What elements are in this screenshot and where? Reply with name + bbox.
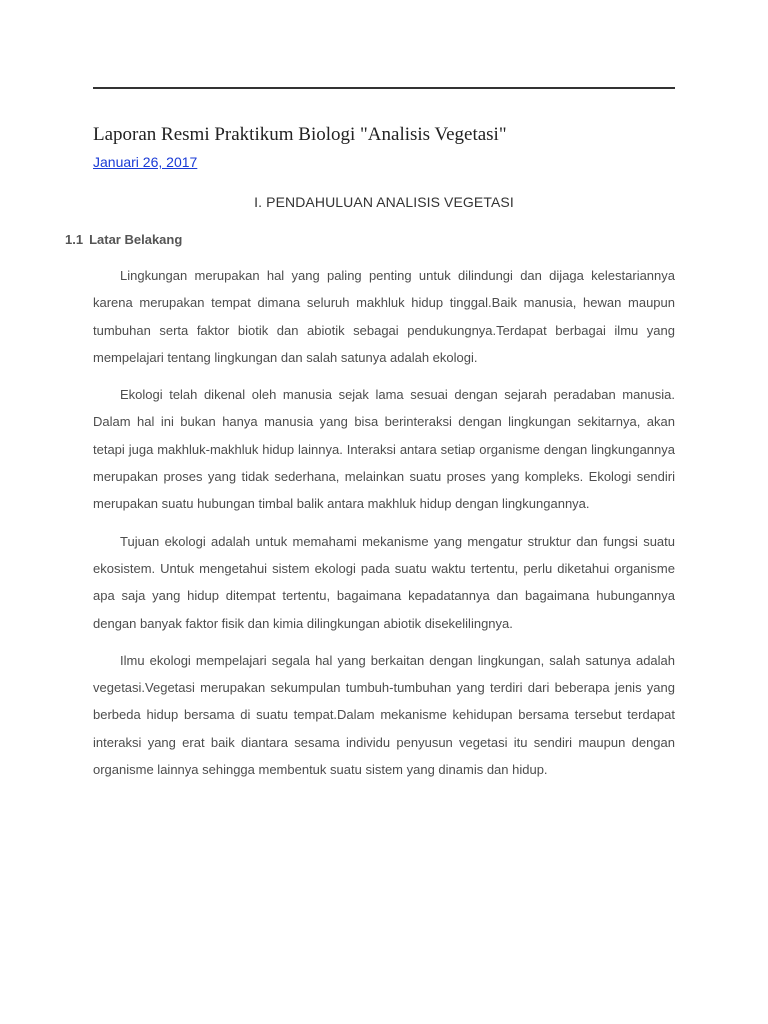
paragraph: Lingkungan merupakan hal yang paling penting untuk dilindungi dan dijaga kelestariannya karena merupakan tempat dimana seluruh makhluk hidup tinggal.Baik manusia, hewan maupun tumbuhan serta faktor biotik dan abiotik sebagai pendukungnya.Terdapat berbagai ilmu yang mempelajari tentang lingkungan dan salah satunya adalah ekologi. xyxy=(93,268,675,365)
subsection-number: 1.1 xyxy=(65,232,84,247)
paragraph: Ekologi telah dikenal oleh manusia sejak lama sesuai dengan sejarah peradaban manusia. Dalam hal ini bukan hanya manusia yang bisa berinteraksi dengan lingkungan sekitarnya, akan tetapi juga makhluk-makhluk hidup lainnya. Interaksi antara setiap organisme dengan lingkungannya merupakan proses yang tidak sederhana, melainkan suatu proses yang kompleks. Ekologi sendiri merupakan suatu hubungan timbal balik antara makhluk hidup dengan lingkungannya. xyxy=(93,387,675,512)
post-date-link[interactable]: Januari 26, 2017 xyxy=(93,154,198,170)
subsection-heading xyxy=(65,232,182,247)
article-body xyxy=(93,262,675,793)
section-heading: I. PENDAHULUAN ANALISIS VEGETASI xyxy=(254,194,514,210)
horizontal-divider xyxy=(93,87,675,89)
post-title: Laporan Resmi Praktikum Biologi "Analisis Vegetasi" xyxy=(93,124,507,145)
paragraph: Tujuan ekologi adalah untuk memahami mekanisme yang mengatur struktur dan fungsi suatu ekosistem. Untuk mengetahui sistem ekologi pada suatu waktu tertentu, perlu diketahui organisme apa saja yang hidup ditempat tertentu, bagaimana kepadatannya dan bagaimana hubungannya dengan banyak faktor fisik dan kimia dilingkungan abiotik disekelilingnya. xyxy=(93,533,675,631)
subsection-title: Latar Belakang xyxy=(89,232,183,247)
paragraph: Ilmu ekologi mempelajari segala hal yang berkaitan dengan lingkungan, salah satunya adalah vegetasi.Vegetasi merupakan sekumpulan tumbuh-tumbuhan yang terdiri dari beberapa jenis yang berbeda hidup bersama di suatu tempat.Dalam mekanisme kehidupan bersama tersebut terdapat interaksi yang erat baik diantara sesama individu penyusun vegetasi itu sendiri maupun dengan organisme lainnya sehingga membentuk suatu sistem yang dinamis dan hidup. xyxy=(93,652,675,778)
